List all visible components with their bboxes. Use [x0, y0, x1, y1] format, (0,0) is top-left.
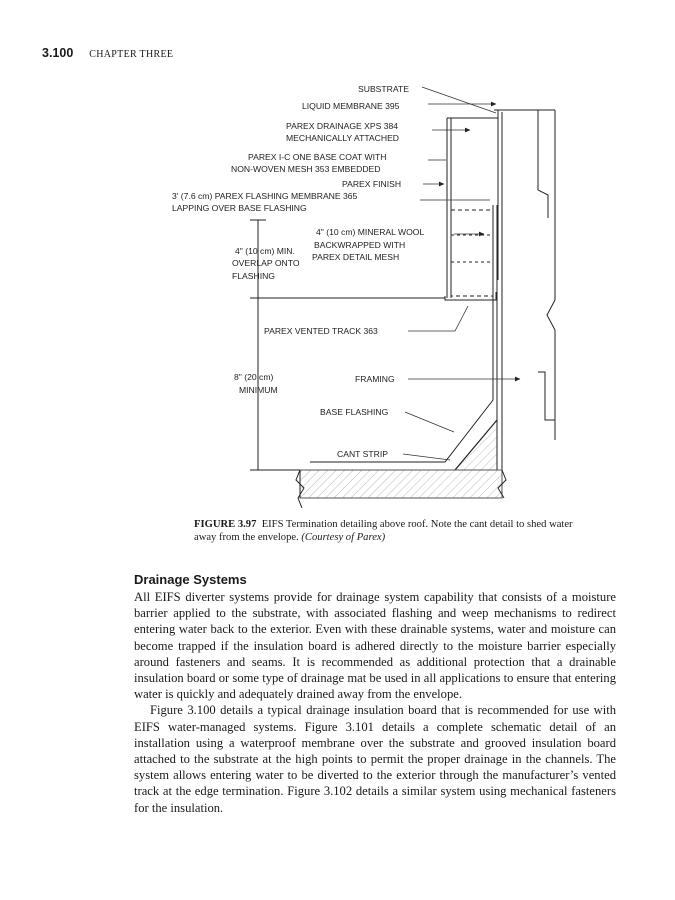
caption-credit: (Courtesy of Parex)	[301, 532, 386, 543]
label-overlap-line1: 4" (10 cm) MIN.	[235, 246, 295, 256]
page-header	[42, 44, 173, 62]
paragraph: Figure 3.100 details a typical drainage insulation board that is recommended for use with EIFS water-managed systems. Figure 3.101 details a complete schematic detail of an installation using a waterproof membrane over the substrate and grooved insulation board attached to the substrate at the high points to permit the proper drainage in the channels. The system allows entering water to be diverted to the exterior through the manufacturer’s vented track at the edge termination. Figure 3.102 details a similar system using mechanical fasteners for the insulation.	[134, 703, 616, 815]
figure-number: FIGURE 3.97	[194, 519, 257, 530]
caption-text: EIFS Termination detailing above roof. Note the cant detail to shed water away from the envelope.	[194, 519, 573, 543]
page-number: 3.100	[42, 46, 74, 60]
label-overlap-line2: OVERLAP ONTO	[232, 258, 300, 268]
label-min-height-line2: MINIMUM	[239, 385, 278, 395]
body-text	[134, 589, 616, 816]
label-parex-finish: PAREX FINISH	[342, 179, 402, 189]
eifs-termination-figure	[0, 70, 675, 515]
label-vented-track: PAREX VENTED TRACK 363	[264, 326, 378, 336]
figure-labels	[172, 84, 424, 459]
label-drainage-xps-line1: PAREX DRAINAGE XPS 384	[286, 121, 399, 131]
label-base-coat-line1: PAREX I-C ONE BASE COAT WITH	[248, 152, 387, 162]
label-mineral-wool-line2: BACKWRAPPED WITH	[314, 240, 406, 250]
label-liquid-membrane: LIQUID MEMBRANE 395	[302, 101, 400, 111]
label-flashing-membrane-line2: LAPPING OVER BASE FLASHING	[172, 203, 307, 213]
label-overlap-line3: FLASHING	[232, 271, 275, 281]
label-cant-strip: CANT STRIP	[337, 449, 388, 459]
label-substrate: SUBSTRATE	[358, 84, 409, 94]
label-flashing-membrane-line1: 3' (7.6 cm) PAREX FLASHING MEMBRANE 365	[172, 191, 358, 201]
label-base-flashing: BASE FLASHING	[320, 407, 389, 417]
label-drainage-xps-line2: MECHANICALLY ATTACHED	[286, 133, 400, 143]
label-mineral-wool-line3: PAREX DETAIL MESH	[312, 252, 400, 262]
label-min-height-line1: 8" (20 cm)	[234, 372, 274, 382]
paragraph: All EIFS diverter systems provide for drainage system capability that consists of a moisture barrier applied to the substrate, with associated flashing and weep mechanisms to redirect entering water back to the exterior. Even with these drainable systems, water and moisture can become trapped if the insulation board is adhered directly to the moisture barrier especially around fasteners and seams. It is recommended as additional protection that a drainable insulation board or some type of drainage mat be used in all applications to ensure that entering water is quickly and adequately drained away from the envelope.	[134, 590, 616, 702]
figure-caption	[194, 518, 594, 544]
label-mineral-wool-line1: 4" (10 cm) MINERAL WOOL	[316, 227, 425, 237]
label-framing: FRAMING	[355, 374, 395, 384]
section-heading: Drainage Systems	[134, 572, 247, 587]
label-base-coat-line2: NON-WOVEN MESH 353 EMBEDDED	[231, 164, 381, 174]
chapter-title: CHAPTER THREE	[89, 49, 174, 60]
